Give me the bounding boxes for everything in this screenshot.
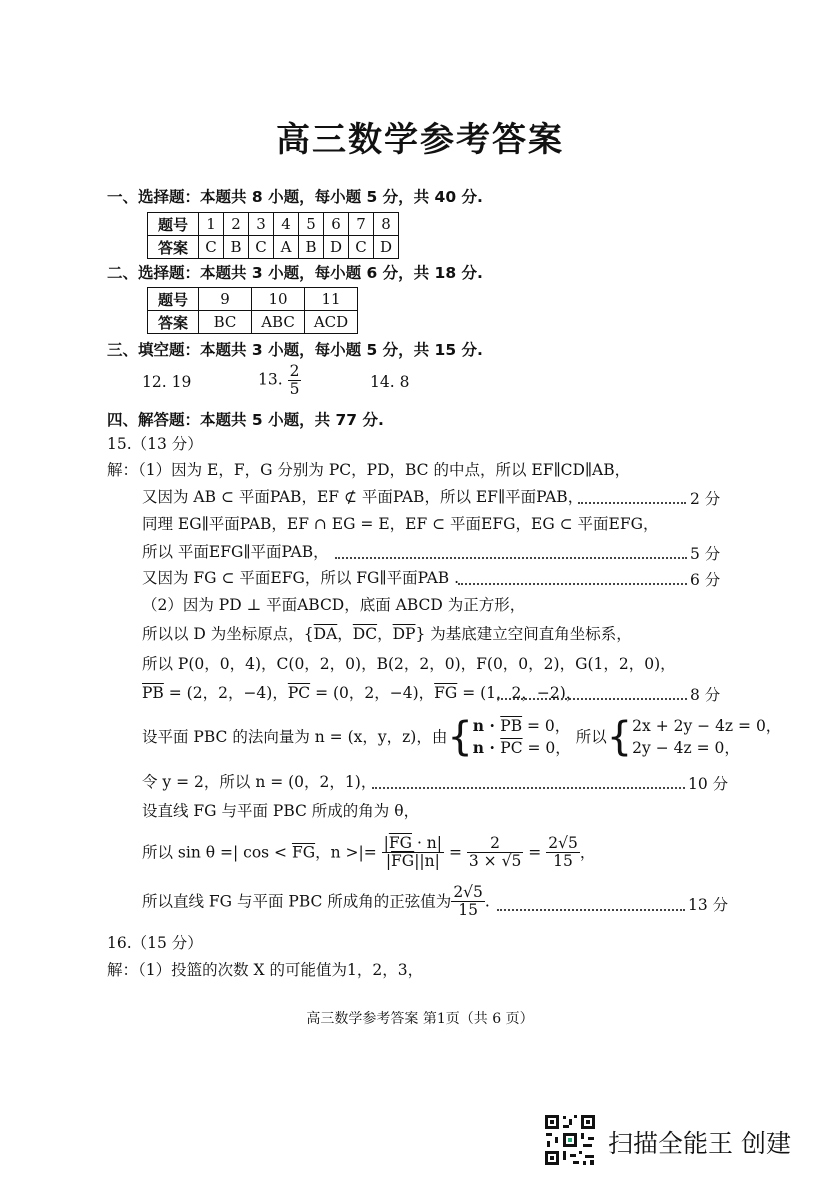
question-number-cell: 3	[249, 213, 274, 236]
q15-line: 所以直线 FG 与平面 PBC 所成角的正弦值为 $\frac{2√5}{15}$ .	[142, 883, 490, 919]
q15-line: （2）因为 PD ⊥ 平面ABCD，底面 ABCD 为正方形，	[142, 596, 526, 614]
question-number-cell: 10	[252, 288, 305, 311]
q15-header: 15.（13 分）	[107, 435, 203, 453]
qr-code-icon	[543, 1113, 597, 1167]
answer-cell: B	[299, 236, 324, 259]
score-mark: 10 分	[688, 775, 729, 793]
q15-line: 所以 sin θ =| $\cos < \overline{FG}$，n >|= $\frac{|\overline{FG} \cdot n|}{|\overline{FG}||n|}$ = $\frac{2}{3 \times √5}$ = $\frac{2√5}{15}$ ，	[142, 834, 596, 870]
question-number-cell: 9	[199, 288, 252, 311]
section3-heading: 三、填空题：本题共 3 小题，每小题 5 分，共 15 分.	[107, 341, 483, 359]
answer-cell: B	[224, 236, 249, 259]
q15-line: $\overline{PB} = (2$，2，−4)，$\overline{PC} = (0$，2，−4)，$\overline{FG} = (1$，2，−2)，	[142, 684, 582, 702]
answer-table-2	[147, 287, 358, 334]
answer-cell: ABC	[252, 311, 305, 334]
question-number-cell: 1	[199, 213, 224, 236]
dot-leader	[372, 787, 685, 789]
section2-heading: 二、选择题：本题共 3 小题，每小题 6 分，共 18 分.	[107, 264, 483, 282]
q15-line: 解：（1）因为 E，F，G 分别为 PC，PD，BC 的中点，所以 EF∥CD∥AB，	[107, 461, 631, 479]
q15-line: 设平面 PBC 的法向量为 n = (x，y，z)，由{ $n \cdot \overline{PB} = 0$， $n \cdot \overline{PC} = 0$， 所以{ 2x + 2y − 4z = 0， 2y − 4z = 0，	[142, 714, 782, 760]
section4-heading: 四、解答题：本题共 5 小题，共 77 分.	[107, 411, 384, 429]
q15-line: 又因为 FG ⊂ 平面EFG，所以 FG∥平面PAB .	[142, 569, 460, 587]
dot-leader	[497, 698, 687, 700]
answer-cell: C	[249, 236, 274, 259]
score-mark: 13 分	[688, 896, 729, 914]
q15-line: 所以 平面EFG∥平面PAB，	[142, 543, 329, 561]
answer-cell: D	[324, 236, 349, 259]
answer-cell: D	[374, 236, 399, 259]
question-number-cell: 6	[324, 213, 349, 236]
fraction: $\frac{|\overline{FG} \cdot n|}{|\overline{FG}||n|}$	[383, 834, 443, 870]
fraction: $\frac{2}{5}$	[289, 362, 300, 398]
dot-leader	[458, 583, 687, 585]
camscanner-watermark: 扫描全能王 创建	[608, 1129, 791, 1158]
q15-line: 所以 P(0，0，4)，C(0，2，0)，B(2，2，0)，F(0，0，2)，G(1，2，0)，	[142, 655, 676, 673]
answer-table-1	[147, 212, 399, 259]
q16-header: 16.（15 分）	[107, 934, 203, 952]
fraction: $\frac{2√5}{15}$	[453, 883, 483, 919]
q15-line: 设直线 FG 与平面 PBC 所成的角为 θ，	[142, 802, 420, 820]
question-number-cell: 5	[299, 213, 324, 236]
answer-q14: 14. 8	[370, 373, 410, 391]
dot-leader	[578, 502, 686, 504]
q15-line: 同理 EG∥平面PAB，EF ∩ EG = E，EF ⊂ 平面EFG，EG ⊂ 平面EFG，	[142, 515, 659, 533]
score-mark: 2 分	[690, 490, 721, 508]
question-number-cell: 2	[224, 213, 249, 236]
answer-cell: C	[199, 236, 224, 259]
fraction: $\frac{2}{3 \times √5}$	[468, 834, 522, 870]
page-footer: 高三数学参考答案 第1页（共 6 页）	[306, 1011, 534, 1027]
table-header-cell: 题号	[148, 213, 199, 236]
section1-heading: 一、选择题：本题共 8 小题，每小题 5 分，共 40 分.	[107, 188, 483, 206]
fraction: $\frac{2√5}{15}$	[548, 834, 578, 870]
answer-cell: BC	[199, 311, 252, 334]
table-header-cell: 答案	[148, 311, 199, 334]
answer-cell: A	[274, 236, 299, 259]
page-title: 高三数学参考答案	[276, 120, 564, 160]
answer-q13: 13. $\frac{2}{5}$	[258, 362, 300, 398]
q15-line: 所以以 D 为坐标原点，{$\overline{DA}$，$\overline{DC}$，$\overline{DP}$} 为基底建立空间直角坐标系，	[142, 625, 632, 643]
q16-line: 解：（1）投篮的次数 X 的可能值为1，2，3，	[107, 961, 424, 979]
answer-cell: ACD	[305, 311, 358, 334]
question-number-cell: 8	[374, 213, 399, 236]
table-header-cell: 答案	[148, 236, 199, 259]
q15-line: 又因为 AB ⊂ 平面PAB，EF ⊄ 平面PAB，所以 EF∥平面PAB，	[142, 488, 584, 506]
answer-q12: 12. 19	[142, 373, 192, 391]
question-number-cell: 11	[305, 288, 358, 311]
score-mark: 6 分	[690, 571, 721, 589]
answer-cell: C	[349, 236, 374, 259]
table-header-cell: 题号	[148, 288, 199, 311]
score-mark: 8 分	[690, 686, 721, 704]
question-number-cell: 4	[274, 213, 299, 236]
q15-line: 令 y = 2，所以 n = (0，2，1)，	[142, 773, 377, 791]
dot-leader	[335, 557, 687, 559]
question-number-cell: 7	[349, 213, 374, 236]
dot-leader	[497, 909, 685, 911]
score-mark: 5 分	[690, 545, 721, 563]
